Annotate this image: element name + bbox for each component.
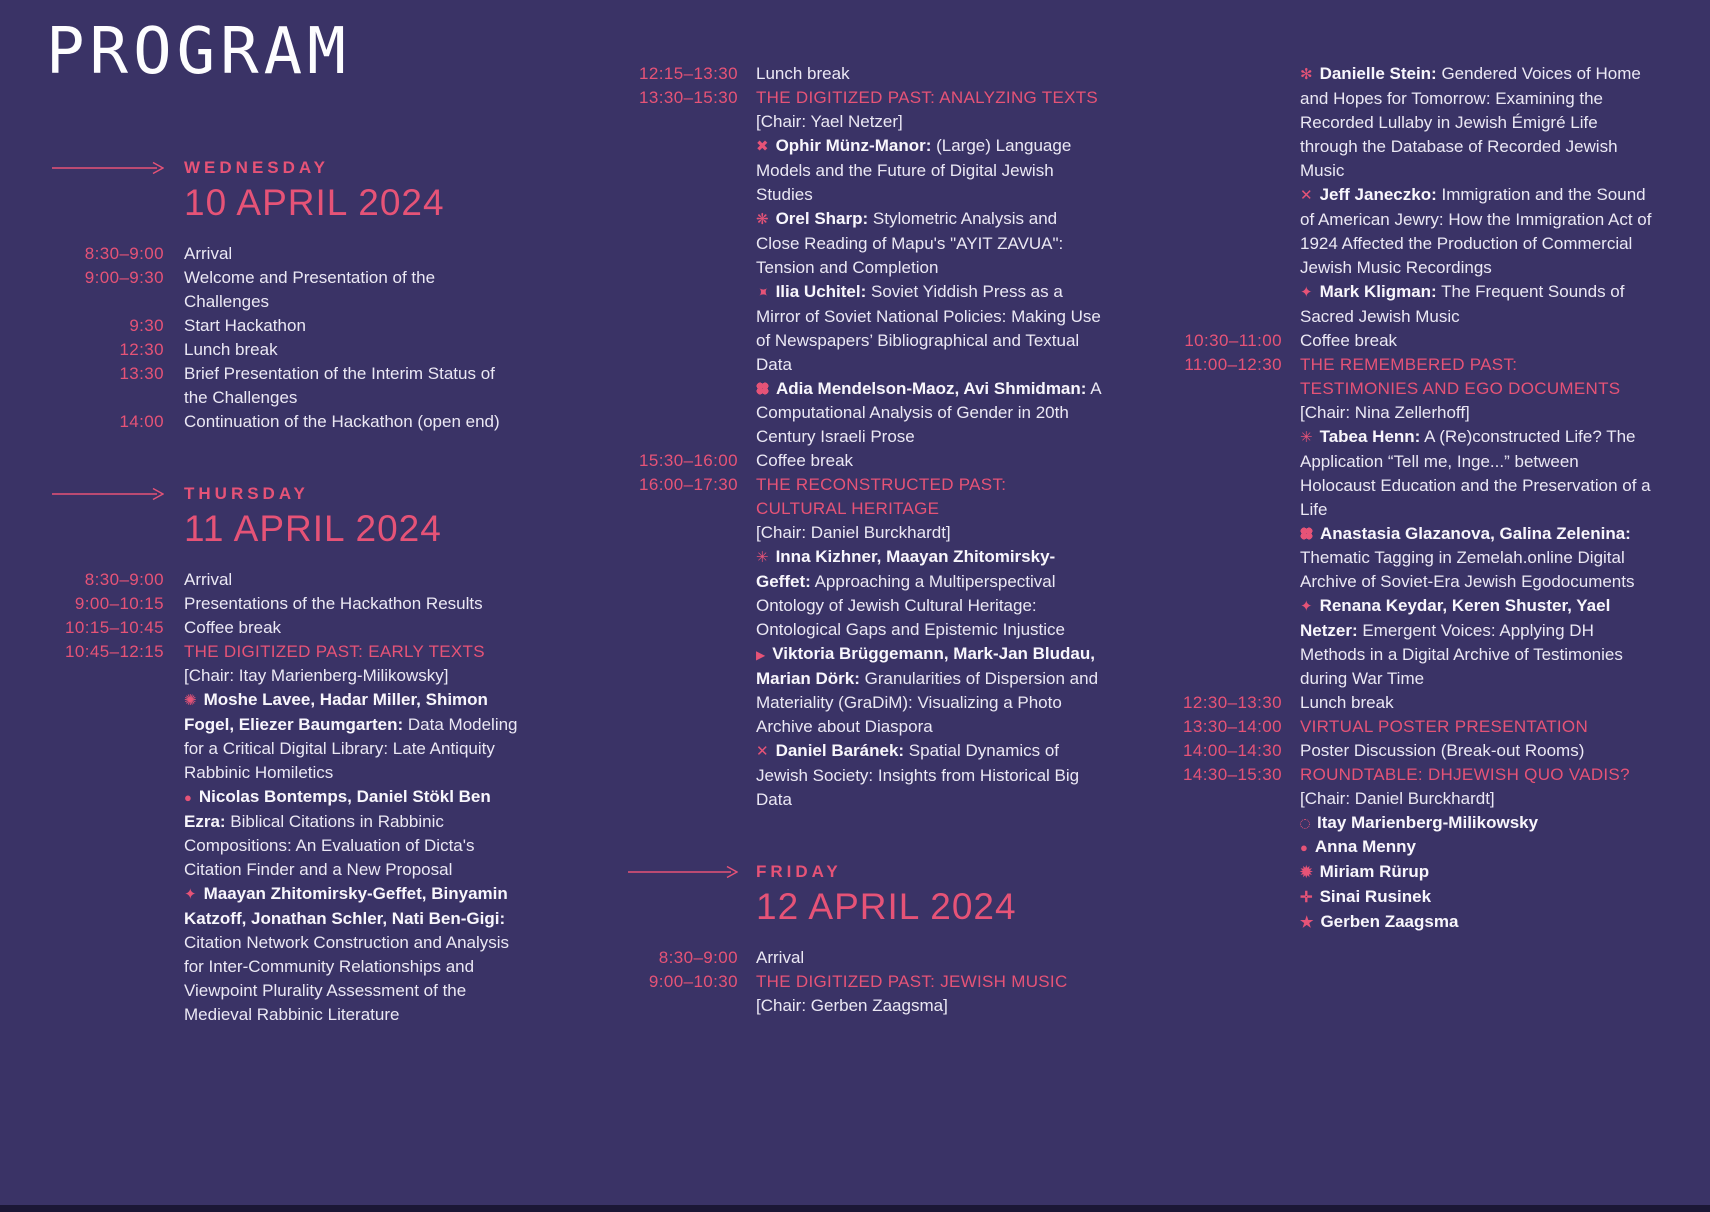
session-title xyxy=(756,473,1102,521)
event-time xyxy=(628,521,738,545)
spark-icon: ✦ xyxy=(1300,598,1313,615)
event-label: Start Hackathon xyxy=(184,316,306,335)
event-time xyxy=(628,994,738,1018)
event-label: Lunch break xyxy=(1300,693,1394,712)
session-title xyxy=(756,970,1102,994)
participant-name: Miriam Rürup xyxy=(1319,862,1430,881)
speaker-names: Tabea Henn: xyxy=(1319,427,1421,446)
event-time xyxy=(628,207,738,280)
event-time xyxy=(1172,183,1282,280)
speaker-names: Ophir Münz-Manor: xyxy=(775,136,932,155)
session-chair: [Chair: Daniel Burckhardt] xyxy=(756,523,951,542)
talk-title: Data Modeling for a Critical Digital Library: Late Antiquity Rabbinic Homiletics xyxy=(184,715,518,782)
session-title-line: THE DIGITIZED PAST: EARLY TEXTS xyxy=(184,642,485,661)
arrow-icon xyxy=(52,161,164,175)
quad-icon xyxy=(756,382,769,395)
page-title: PROGRAM xyxy=(46,15,351,89)
speaker-names: Mark Kligman: xyxy=(1319,282,1437,301)
plus-icon: ✛ xyxy=(1300,889,1313,906)
talk-title: Stylometric Analysis and Close Reading of Mapu's "AYIT ZAVUA": Tension and Completion xyxy=(756,209,1064,277)
star16-icon: ✹ xyxy=(1300,864,1313,881)
event-label: Lunch break xyxy=(756,64,850,83)
talk-title: (Large) Language Models and the Future of Digital Jewish Studies xyxy=(756,136,1072,204)
talk-entry xyxy=(1300,62,1658,183)
talk-entry xyxy=(756,545,1102,642)
speaker-names: Adia Mendelson-Maoz, Avi Shmidman: xyxy=(776,379,1087,398)
session-title xyxy=(1300,353,1658,401)
speaker-names: Moshe Lavee, Hadar Miller, Shimon Fogel, Eliezer Baumgarten: xyxy=(184,690,488,734)
event-time: 9:00–10:30 xyxy=(648,972,738,991)
day-date: 10 APRIL 2024 xyxy=(184,182,445,223)
event-label: Presentations of the Hackathon Results xyxy=(184,594,483,613)
participant xyxy=(1300,811,1658,835)
event-time: 10:30–11:00 xyxy=(1184,331,1282,350)
cross-icon: ✕ xyxy=(756,743,769,760)
petal-icon: ✻ xyxy=(1300,66,1313,83)
day-date: 12 APRIL 2024 xyxy=(756,886,1017,927)
event-time xyxy=(1172,885,1282,910)
dotted-circle-icon xyxy=(1300,819,1310,829)
talk-title: Gendered Voices of Home and Hopes for Tomorrow: Examining the Recorded Lullaby in Jewish Émigré Life through the Database of Recorded Jewish Music xyxy=(1300,64,1641,180)
talk-title: Soviet Yiddish Press as a Mirror of Soviet National Policies: Making Use of Newspapers’ Bibliographical and Textual Data xyxy=(756,282,1101,374)
talk-title: Spatial Dynamics of Jewish Society: Insights from Historical Big Data xyxy=(756,741,1080,809)
event-time: 16:00–17:30 xyxy=(639,475,738,494)
participant xyxy=(1300,910,1658,935)
event-time: 14:30–15:30 xyxy=(1183,765,1282,784)
asterisk-icon: ✳ xyxy=(1300,429,1313,446)
event-label: Coffee break xyxy=(1300,331,1398,350)
event-time: 8:30–9:00 xyxy=(658,948,738,967)
event-label: Coffee break xyxy=(756,451,854,470)
talk-entry xyxy=(756,207,1102,280)
arrow-icon xyxy=(628,865,738,879)
event-time: 12:15–13:30 xyxy=(639,64,738,83)
session-title-line: VIRTUAL POSTER PRESENTATION xyxy=(1300,717,1589,736)
talk-entry xyxy=(1300,522,1658,594)
event-time xyxy=(628,134,738,207)
column-left xyxy=(52,156,522,1027)
event-time xyxy=(52,882,164,1027)
column-right xyxy=(1172,62,1658,935)
sunburst-icon: ✺ xyxy=(184,692,197,709)
spark-icon: ✦ xyxy=(1300,284,1313,301)
event-time xyxy=(52,785,164,882)
event-time xyxy=(1172,280,1282,329)
speaker-names: Nicolas Bontemps, Daniel Stökl Ben Ezra: xyxy=(184,787,491,831)
session-chair: [Chair: Nina Zellerhoff] xyxy=(1300,403,1470,422)
participant xyxy=(1300,885,1658,910)
speaker-names: Anastasia Glazanova, Galina Zelenina: xyxy=(1320,524,1631,543)
event-label: Continuation of the Hackathon (open end) xyxy=(184,412,500,431)
session-chair: [Chair: Yael Netzer] xyxy=(756,112,903,131)
talk-title: The Frequent Sounds of Sacred Jewish Music xyxy=(1300,282,1625,326)
event-time xyxy=(628,110,738,134)
star-icon: ★ xyxy=(1300,914,1314,931)
day-header xyxy=(184,156,522,226)
talk-title: Immigration and the Sound of American Jewry: How the Immigration Act of 1924 Affected the Production of Commercial Jewish Music Recordings xyxy=(1300,185,1652,277)
session-title-line: THE RECONSTRUCTED PAST: xyxy=(756,475,1007,494)
talk-entry xyxy=(184,688,522,785)
session-chair: [Chair: Gerben Zaagsma] xyxy=(756,996,948,1015)
talk-entry xyxy=(1300,183,1658,280)
talk-entry xyxy=(756,739,1102,812)
bottom-bar xyxy=(0,1205,1710,1212)
session-title-line: THE DIGITIZED PAST: JEWISH MUSIC xyxy=(756,972,1068,991)
participant-name: Itay Marienberg-Milikowsky xyxy=(1317,813,1539,832)
talk-entry xyxy=(184,785,522,882)
day-name: WEDNESDAY xyxy=(184,158,329,177)
talk-entry xyxy=(1300,425,1658,522)
event-time xyxy=(1172,811,1282,835)
event-label: Arrival xyxy=(184,570,233,589)
talk-entry xyxy=(1300,594,1658,691)
talk-entry xyxy=(752,280,1102,377)
event-time xyxy=(1172,62,1282,183)
event-label: Brief Presentation of the Interim Status of the Challenges xyxy=(184,364,495,407)
speaker-names: Inna Kizhner, Maayan Zhitomirsky-Geffet: xyxy=(756,547,1056,591)
talk-title: A Computational Analysis of Gender in 20th Century Israeli Prose xyxy=(756,379,1101,446)
day-name: THURSDAY xyxy=(184,484,309,503)
talk-title: Thematic Tagging in Zemelah.online Digital Archive of Soviet-Era Jewish Egodocuments xyxy=(1300,548,1635,591)
event-time: 11:00–12:30 xyxy=(1184,355,1282,374)
session-title-line: TESTIMONIES AND EGO DOCUMENTS xyxy=(1300,379,1621,398)
day-arrow-cell xyxy=(52,156,164,242)
event-label: Coffee break xyxy=(184,618,282,637)
talk-title: A (Re)constructed Life? The Application “Tell me, Inge...” between Holocaust Education and the Preservation of a Life xyxy=(1300,427,1651,519)
participant xyxy=(1300,860,1658,885)
event-time: 14:00–14:30 xyxy=(1183,741,1282,760)
event-time: 13:30–15:30 xyxy=(639,88,738,107)
talk-entry xyxy=(756,377,1102,449)
event-time: 12:30–13:30 xyxy=(1183,693,1282,712)
dot-icon: ● xyxy=(1300,840,1308,855)
event-time xyxy=(628,739,738,812)
day-arrow-cell xyxy=(52,482,164,568)
event-time: 8:30–9:00 xyxy=(84,244,164,263)
event-time: 10:45–12:15 xyxy=(65,642,164,661)
event-time: 8:30–9:00 xyxy=(84,570,164,589)
speaker-names: Orel Sharp: xyxy=(775,209,869,228)
day-date: 11 APRIL 2024 xyxy=(184,508,442,549)
event-time xyxy=(628,545,738,642)
event-time xyxy=(628,642,738,739)
participant-name: Anna Menny xyxy=(1314,837,1416,856)
speaker-names: Ilia Uchitel: xyxy=(775,282,867,301)
pillow-icon: ✦ xyxy=(752,282,774,304)
participant-name: Gerben Zaagsma xyxy=(1320,912,1459,931)
participant xyxy=(1300,835,1658,860)
event-time xyxy=(1172,522,1282,594)
session-title-line: THE REMEMBERED PAST: xyxy=(1300,355,1518,374)
dot-icon: ● xyxy=(184,790,192,805)
clover-icon: ✖ xyxy=(756,138,769,155)
event-time xyxy=(1172,910,1282,935)
event-time xyxy=(52,688,164,785)
event-time xyxy=(1172,787,1282,811)
event-time xyxy=(1172,860,1282,885)
session-title xyxy=(756,86,1102,110)
event-label: Arrival xyxy=(184,244,233,263)
talk-entry xyxy=(184,882,522,1027)
event-time: 13:30–14:00 xyxy=(1183,717,1282,736)
speaker-names: Maayan Zhitomirsky-Geffet, Binyamin Katzoff, Jonathan Schler, Nati Ben-Gigi: xyxy=(184,884,508,928)
talk-title: Biblical Citations in Rabbinic Compositions: An Evaluation of Dicta's Citation Finder and a New Proposal xyxy=(184,812,475,879)
quad-icon xyxy=(1300,527,1313,540)
session-title xyxy=(184,640,522,664)
speaker-names: Renana Keydar, Keren Shuster, Yael Netzer: xyxy=(1300,596,1611,640)
bloom-icon: ❋ xyxy=(756,211,769,228)
talk-entry xyxy=(756,642,1102,739)
session-title-line: THE DIGITIZED PAST: ANALYZING TEXTS xyxy=(756,88,1099,107)
session-chair: [Chair: Itay Marienberg-Milikowsky] xyxy=(184,666,449,685)
event-time: 13:30 xyxy=(119,364,164,383)
arrow-icon xyxy=(52,487,164,501)
speaker-names: Viktoria Brüggemann, Mark-Jan Bludau, Marian Dörk: xyxy=(756,644,1095,688)
speaker-names: Daniel Baránek: xyxy=(775,741,905,760)
talk-title: Approaching a Multiperspectival Ontology of Jewish Cultural Heritage: Ontological Gaps and Epistemic Injustice xyxy=(756,572,1065,639)
event-time xyxy=(1172,425,1282,522)
event-time: 12:30 xyxy=(119,340,164,359)
event-time xyxy=(628,377,738,449)
event-time xyxy=(1172,594,1282,691)
event-label: Welcome and Presentation of the Challenges xyxy=(184,268,436,311)
asterisk-icon: ✳ xyxy=(756,549,769,566)
triangle-icon: ▶ xyxy=(756,648,766,662)
participant-name: Sinai Rusinek xyxy=(1319,887,1432,906)
session-title xyxy=(1300,715,1658,739)
session-title-line: CULTURAL HERITAGE xyxy=(756,499,940,518)
event-time xyxy=(1172,835,1282,860)
column-middle xyxy=(628,62,1102,1018)
event-time xyxy=(1172,401,1282,425)
talk-title: Citation Network Construction and Analysis for Inter-Community Relationships and Viewpoint Plurality Assessment of the Medieval Rabbinic Literature xyxy=(184,933,510,1024)
session-title-line: ROUNDTABLE: DHJEWISH QUO VADIS? xyxy=(1300,765,1630,784)
event-time xyxy=(628,280,738,377)
event-label: Lunch break xyxy=(184,340,278,359)
day-name: FRIDAY xyxy=(756,862,842,881)
event-time xyxy=(52,664,164,688)
event-time: 9:00–9:30 xyxy=(84,268,164,287)
day-header xyxy=(184,482,522,552)
talk-title: Granularities of Dispersion and Materiality (GraDiM): Visualizing a Photo Archive about Diaspora xyxy=(756,669,1099,736)
event-time: 10:15–10:45 xyxy=(65,618,164,637)
day-arrow-cell xyxy=(628,860,738,946)
talk-title: Emergent Voices: Applying DH Methods in a Digital Archive of Testimonies during War Time xyxy=(1300,621,1623,688)
session-title xyxy=(1300,763,1658,787)
talk-entry xyxy=(1300,280,1658,329)
spark-icon: ✦ xyxy=(184,886,197,903)
cross-icon: ✕ xyxy=(1300,187,1313,204)
speaker-names: Jeff Janeczko: xyxy=(1319,185,1437,204)
event-label: Arrival xyxy=(756,948,805,967)
event-time: 9:30 xyxy=(129,316,164,335)
event-time: 15:30–16:00 xyxy=(639,451,738,470)
event-label: Poster Discussion (Break-out Rooms) xyxy=(1300,741,1585,760)
day-header xyxy=(756,860,1102,930)
event-time: 14:00 xyxy=(119,412,164,431)
speaker-names: Danielle Stein: xyxy=(1319,64,1437,83)
talk-entry xyxy=(756,134,1102,207)
event-time: 9:00–10:15 xyxy=(74,594,164,613)
session-chair: [Chair: Daniel Burckhardt] xyxy=(1300,789,1495,808)
